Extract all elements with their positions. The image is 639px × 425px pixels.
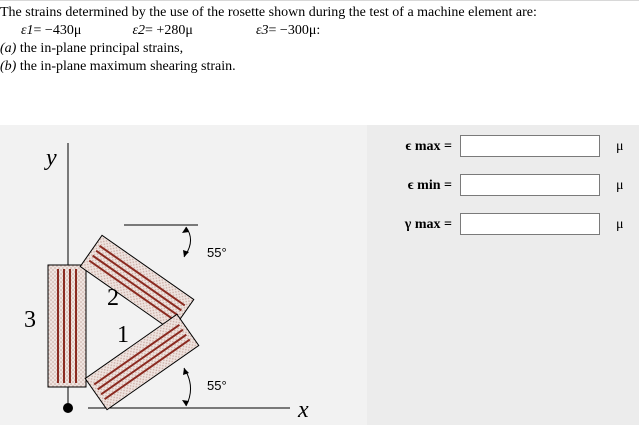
emin-input[interactable]	[460, 174, 600, 196]
gauge-3-label: 3	[24, 307, 36, 333]
emax-input[interactable]	[460, 135, 600, 157]
bottom-angle-label: 55°	[207, 378, 227, 393]
gauge-1-label: 1	[117, 322, 129, 348]
x-axis-label: x	[298, 397, 309, 423]
rosette-diagram	[0, 125, 367, 425]
strain-3: ε3= −300μ:	[256, 23, 321, 38]
gmax-unit: μ	[616, 217, 624, 232]
part-a: (a) the in-plane principal strains,	[0, 41, 184, 56]
answer-row-emax	[370, 135, 639, 161]
emax-unit: μ	[616, 139, 624, 154]
emax-label: ϵ max =	[405, 139, 452, 154]
top-angle-label: 55°	[207, 245, 227, 260]
origin-dot	[63, 403, 73, 413]
answer-row-emin	[370, 174, 639, 200]
problem-statement: The strains determined by the use of the rosette shown during the test of a machine element are:	[0, 5, 537, 20]
top-divider	[0, 0, 639, 1]
y-axis-label: y	[46, 145, 57, 171]
rosette-figure	[0, 125, 367, 425]
strain-2: ε2= +280μ	[132, 23, 193, 38]
gauge-3	[48, 265, 86, 387]
gmax-input[interactable]	[460, 213, 600, 235]
problem-text	[0, 4, 537, 76]
strain-values	[0, 22, 537, 40]
gauge-2-label: 2	[107, 285, 119, 311]
strain-1: ε1= −430μ	[21, 23, 82, 38]
gmax-label: γ max =	[404, 217, 452, 232]
answer-row-gmax	[370, 213, 639, 239]
emin-unit: μ	[616, 178, 624, 193]
emin-label: ϵ min =	[407, 178, 452, 193]
answers-section	[370, 125, 639, 425]
gauge-1	[85, 314, 199, 409]
bottom-arrow-head-1	[183, 368, 189, 375]
part-b: (b) the in-plane maximum shearing strain.	[0, 59, 236, 74]
